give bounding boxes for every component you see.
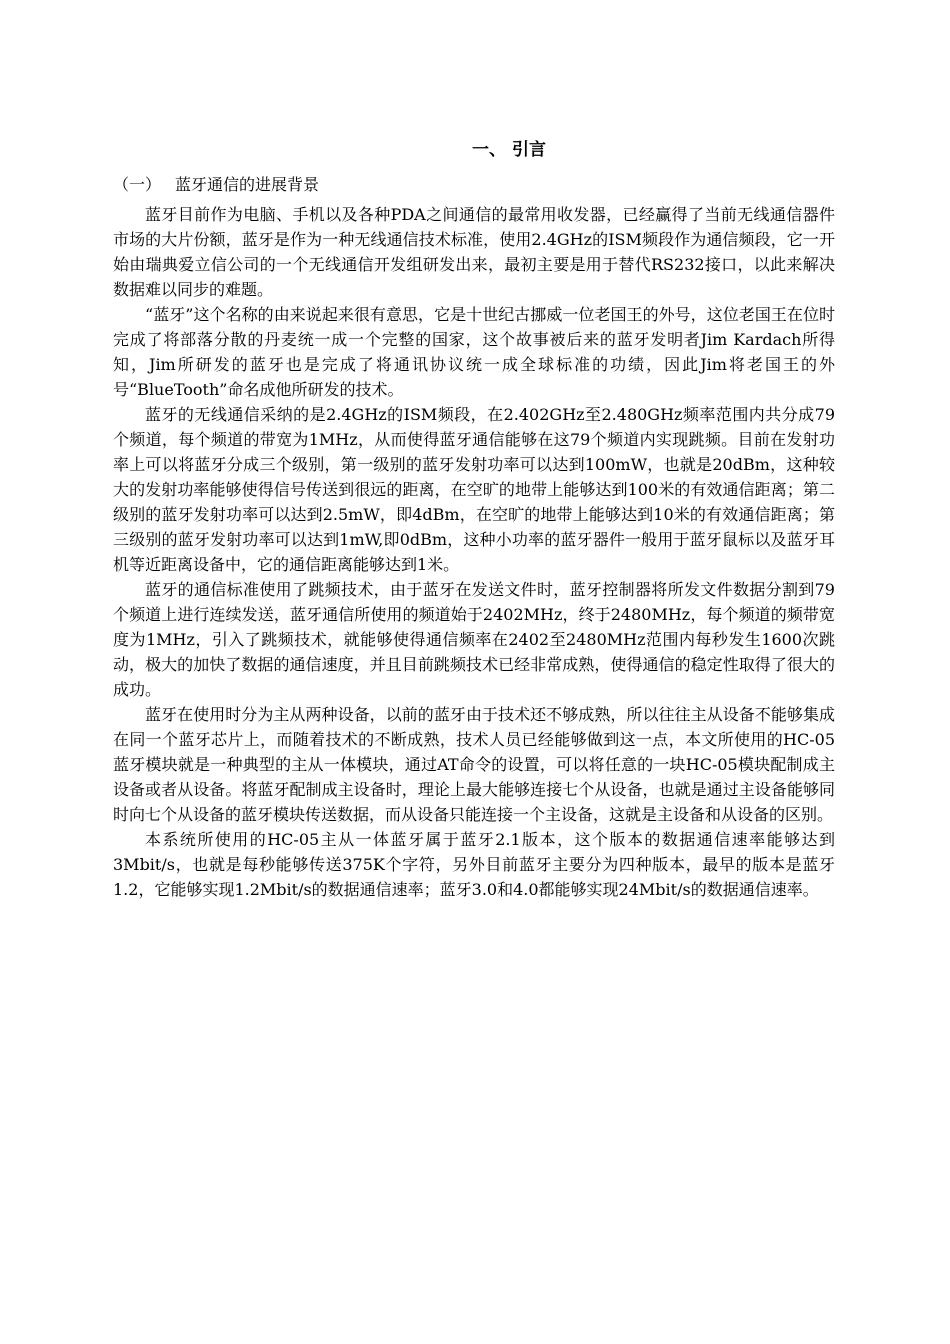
paragraph: 蓝牙目前作为电脑、手机以及各种PDA之间通信的最常用收发器，已经赢得了当前无线通信器件市场的大片份额，蓝牙是作为一种无线通信技术标准，使用2.4GHz的ISM频段作为通信频段，它一开始由瑞典爱立信公司的一个无线通信开发组研发出来，最初主要是用于替代RS232接口，以此来解决数据难以同步的难题。 (113, 205, 835, 299)
chapter-title: 一、 引言 (472, 140, 546, 160)
paragraph: 蓝牙在使用时分为主从两种设备，以前的蓝牙由于技术还不够成熟，所以往往主从设备不能够集成在同一个蓝牙芯片上，而随着技术的不断成熟，技术人员已经能够做到这一点，本文所使用的HC-05蓝牙模块就是一种典型的主从一体模块，通过AT命令的设置，可以将任意的一块HC-05模块配制成主设备或者从设备。将蓝牙配制成主设备时，理论上最大能够连接七个从设备，也就是通过主设备能够同时向七个从设备的蓝牙模块传送数据，而从设备只能连接一个主设备，这就是主设备和从设备的区别。 (113, 705, 835, 824)
paragraph: “蓝牙”这个名称的由来说起来很有意思，它是十世纪古挪威一位老国王的外号，这位老国王在位时完成了将部落分散的丹麦统一成一个完整的国家，这个故事被后来的蓝牙发明者Jim Kardach所得知，Jim所研发的蓝牙也是完成了将通讯协议统一成全球标准的功绩，因此Jim将老国王的外号“BlueTooth”命名成他所研发的技术。 (113, 305, 835, 399)
paragraph: 蓝牙的无线通信采纳的是2.4GHz的ISM频段，在2.402GHz至2.480GHz频率范围内共分成79个频道，每个频道的带宽为1MHz，从而使得蓝牙通信能够在这79个频道内实现跳频。目前在发射功率上可以将蓝牙分成三个级别，第一级别的蓝牙发射功率可以达到100mW，也就是20dBm，这种较大的发射功率能够使得信号传送到很远的距离，在空旷的地带上能够达到100米的有效通信距离；第二级别的蓝牙发射功率可以达到2.5mW，即4dBm，在空旷的地带上能够达到10米的有效通信距离；第三级别的蓝牙发射功率可以达到1mW,即0dBm，这种小功率的蓝牙器件一般用于蓝牙鼠标以及蓝牙耳机等近距离设备中，它的通信距离能够达到1米。 (113, 405, 835, 574)
paragraph: 蓝牙的通信标准使用了跳频技术，由于蓝牙在发送文件时，蓝牙控制器将所发文件数据分割到79个频道上进行连续发送，蓝牙通信所使用的频道始于2402MHz，终于2480MHz，每个频道的频带宽度为1MHz，引入了跳频技术，就能够使得通信频率在2402至2480MHz范围内每秒发生1600次跳动，极大的加快了数据的通信速度，并且目前跳频技术已经非常成熟，使得通信的稳定性取得了很大的成功。 (113, 580, 835, 699)
section-title: 蓝牙通信的进展背景 (175, 175, 320, 194)
paragraph: 本系统所使用的HC-05主从一体蓝牙属于蓝牙2.1版本，这个版本的数据通信速率能够达到3Mbit/s，也就是每秒能够传送375K个字符，另外目前蓝牙主要分为四种版本，最早的版本是蓝牙1.2，它能够实现1.2Mbit/s的数据通信速率；蓝牙3.0和4.0都能够实现24Mbit/s的数据通信速率。 (113, 830, 835, 899)
document-body (113, 134, 835, 902)
section-heading (113, 172, 835, 198)
section-number: （一） (113, 175, 162, 194)
